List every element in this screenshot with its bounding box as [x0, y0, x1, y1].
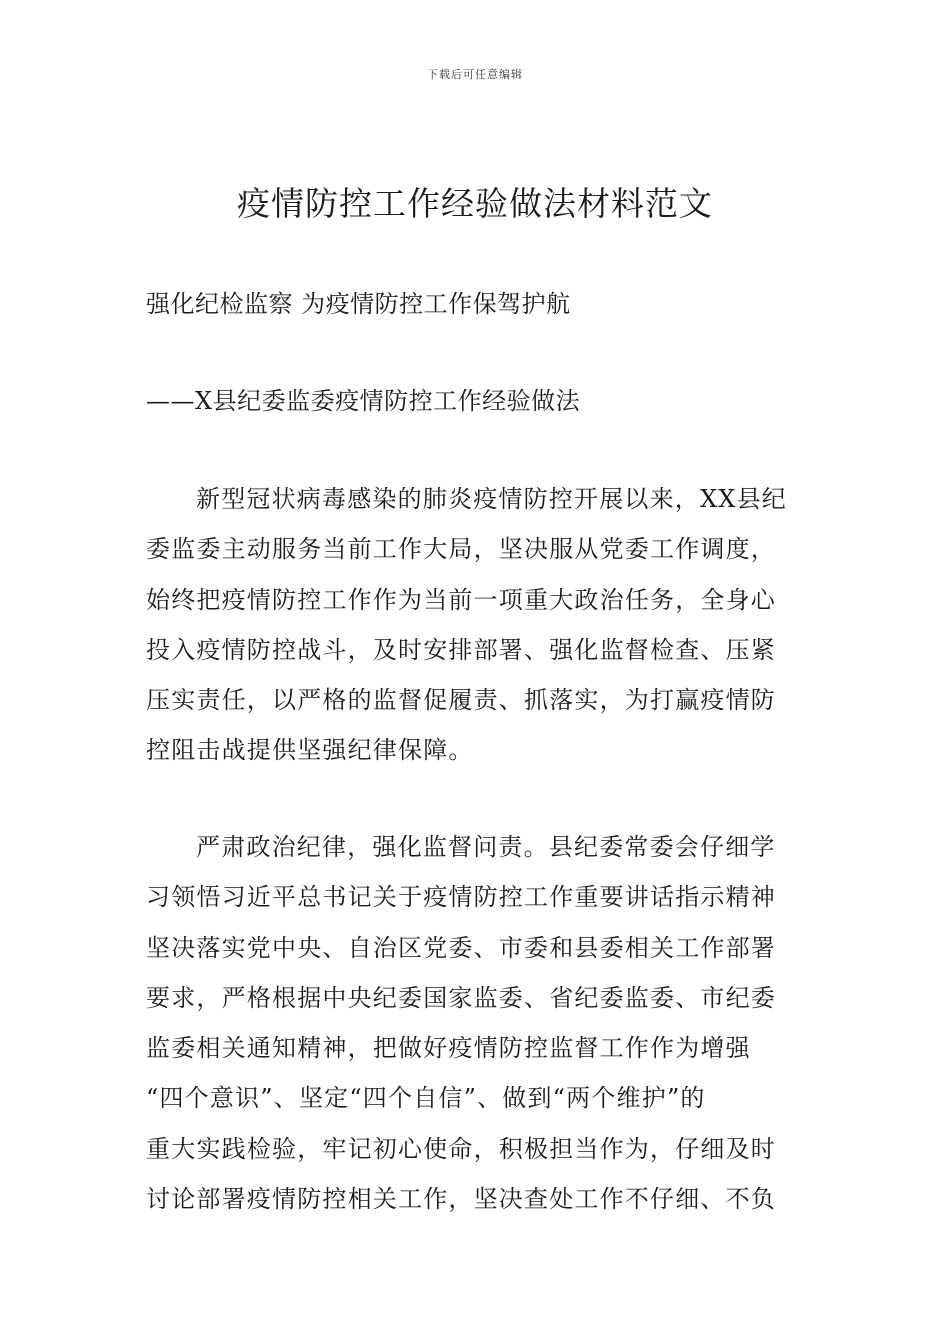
paragraph-line: 新型冠状病毒感染的肺炎疫情防控开展以来，XX县纪 [196, 485, 787, 513]
paragraph-line: 习领悟习近平总书记关于疫情防控工作重要讲话指示精神 [146, 883, 776, 912]
paragraph-line: 讨论部署疫情防控相关工作，坚决查处工作不仔细、不负 [146, 1185, 776, 1214]
paragraph-line: 要求，严格根据中央纪委国家监委、省纪委监委、市纪委 [146, 983, 776, 1012]
paragraph-line: 监委相关通知精神，把做好疫情防控监督工作作为增强 [146, 1034, 751, 1063]
paragraph-line: “四个意识”、坚定“四个自信”、做到“两个维护”的 [146, 1084, 706, 1113]
header-note: 下载后可任意编辑 [427, 68, 523, 81]
paragraph-1 [146, 474, 806, 776]
paragraph-line: 始终把疫情防控工作作为当前一项重大政治任务，全身心 [146, 585, 776, 614]
paragraph-line: 压实责任，以严格的监督促履责、抓落实，为打赢疫情防 [146, 686, 776, 715]
paragraph-2 [146, 822, 806, 1224]
paragraph-line: 控阻击战提供坚强纪律保障。 [146, 736, 474, 765]
paragraph-line: 坚决落实党中央、自治区党委、市委和县委相关工作部署 [146, 933, 776, 962]
document-subtitle: 强化纪检监察 为疫情防控工作保驾护航 [146, 290, 571, 318]
paragraph-line: 重大实践检验，牢记初心使命，积极担当作为，仔细及时 [146, 1134, 776, 1163]
paragraph-line: 投入疫情防控战斗，及时安排部署、强化监督检查、压紧 [146, 635, 776, 664]
paragraph-line: 严肃政治纪律，强化监督问责。县纪委常委会仔细学 [196, 833, 776, 861]
document-byline: ——X县纪委监委疫情防控工作经验做法 [146, 387, 581, 415]
paragraph-line: 委监委主动服务当前工作大局，坚决服从党委工作调度， [146, 535, 776, 564]
document-title: 疫情防控工作经验做法材料范文 [237, 184, 713, 223]
